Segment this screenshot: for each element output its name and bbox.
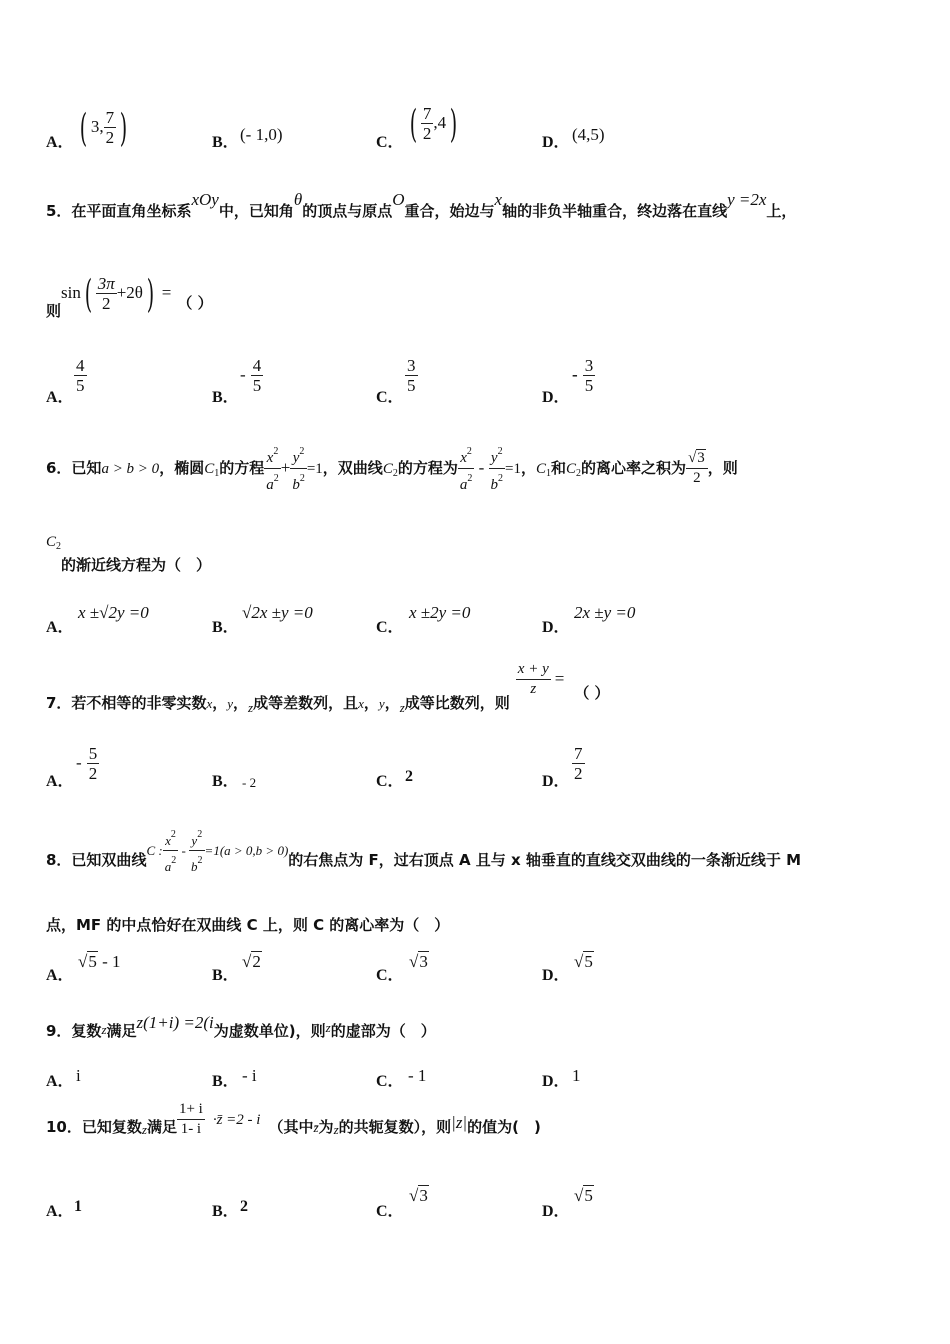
q6-option-c-value: x ±2y =0 xyxy=(409,603,471,622)
q6-option-d-value: 2x ±y =0 xyxy=(574,603,636,622)
q8-stem-line2: 点，MF 的中点恰好在双曲线 C 上，则 C 的离心率为（ ） xyxy=(46,916,450,934)
q8-option-c-value: √3 xyxy=(409,952,428,971)
q6-option-a-value: x ±√2y =0 xyxy=(78,603,149,622)
q7-option-c-label[interactable]: C． xyxy=(376,773,404,790)
q7-option-d-value: $\frac{7}{2}$ xyxy=(574,744,583,783)
q7-option-c-value: 2 xyxy=(405,768,413,785)
q8-option-d-value: √5 xyxy=(574,952,593,971)
q8-option-b-label[interactable]: B． xyxy=(212,967,239,984)
q10-option-d-label[interactable]: D． xyxy=(542,1203,570,1220)
q7-option-b-label[interactable]: B． xyxy=(212,773,239,790)
q10-option-c-value: √3 xyxy=(409,1186,428,1205)
q9-option-b-label[interactable]: B． xyxy=(212,1073,239,1090)
q4-option-a-label[interactable]: A． xyxy=(46,134,74,151)
q5-option-b-value: - $\frac{4}{5}$ xyxy=(240,356,262,395)
q4-option-c-value: ( $\frac{7}{2}$ ,4) xyxy=(409,101,458,146)
q7-option-a-label[interactable]: A． xyxy=(46,773,74,790)
q9-option-c-label[interactable]: C． xyxy=(376,1073,404,1090)
q10-option-b-label[interactable]: B． xyxy=(212,1203,239,1220)
q6-option-c-label[interactable]: C． xyxy=(376,619,404,636)
q5-option-c-label[interactable]: C． xyxy=(376,389,404,406)
q6-option-b-label[interactable]: B． xyxy=(212,619,239,636)
q5-option-b-label[interactable]: B． xyxy=(212,389,239,406)
q4-option-b-label[interactable]: B． xyxy=(212,134,239,151)
q4-option-d-label[interactable]: D． xyxy=(542,134,570,151)
q8-option-c-label[interactable]: C． xyxy=(376,967,404,984)
q8-stem-line1: 8．已知双曲线C : $\frac{x^2}{a^2}$ - $\frac{y^2}{b^2}$ =1(a > 0,b > 0)的右焦点为 F，过右顶点 A 且与 x 轴垂直的直线交双曲线的一条渐近线于 M xyxy=(46,825,801,876)
q9-option-b-value: - i xyxy=(242,1066,257,1085)
q5-option-a-value: $\frac{4}{5}$ xyxy=(76,356,85,395)
q9-option-d-label[interactable]: D． xyxy=(542,1073,570,1090)
q4-option-d-value: (4,5) xyxy=(572,125,605,144)
q10-option-a-label[interactable]: A． xyxy=(46,1203,74,1220)
q6-option-d-label[interactable]: D． xyxy=(542,619,570,636)
q7-stem: 7．若不相等的非零实数$_x$，$_y$，$_z$成等差数列，且$_x$，$_y$，$_z$成等比数列，则 $\frac{x + y}{z}$ =（ ） xyxy=(46,661,610,715)
q5-option-d-value: - $\frac{3}{5}$ xyxy=(572,356,594,395)
q7-option-b-value: - 2 xyxy=(242,775,257,790)
q8-option-b-value: √2 xyxy=(242,952,261,971)
q5-stem-line1: 5．在平面直角坐标系xOy中，已知角θ的顶点与原点O重合，始边与x轴的非负半轴重合，终边落在直线y =2x上， xyxy=(46,190,797,220)
q5-option-d-label[interactable]: D． xyxy=(542,389,570,406)
q7-option-d-label[interactable]: D． xyxy=(542,773,570,790)
q5-option-a-label[interactable]: A． xyxy=(46,389,74,406)
q7-option-a-value: - $\frac{5}{2}$ xyxy=(76,744,98,783)
q6-option-a-label[interactable]: A． xyxy=(46,619,74,636)
q4-option-c-label[interactable]: C． xyxy=(376,134,404,151)
q9-option-c-value: - 1 xyxy=(408,1066,427,1085)
q10-stem: 10．已知复数$_z$满足 $\frac{1+ i}{1- i}$ ·z̄ =2 - i （其中$_{z̄}$为$_z$的共轭复数），则|z|的值为( ) xyxy=(46,1101,541,1137)
q10-option-c-label[interactable]: C． xyxy=(376,1203,404,1220)
q8-option-a-label[interactable]: A． xyxy=(46,967,74,984)
q8-option-a-value: √5 - 1 xyxy=(78,952,121,971)
q5-stem-line2: 则sin( $\frac{3\pi}{2}$ +2θ) =（ ） xyxy=(46,271,213,320)
q9-option-a-label[interactable]: A． xyxy=(46,1073,74,1090)
q8-option-d-label[interactable]: D． xyxy=(542,967,570,984)
q10-option-a-value: 1 xyxy=(74,1198,82,1215)
q6-stem-line1: 6．已知a > b > 0，椭圆$C_1$的方程 $\frac{x^2}{a^2}$ + $\frac{y^2}{b^2}$ =1，双曲线$C_2$的方程为 $\frac{x^2}{a^2}$ - $\frac{y^2}{b^2}$ =1，$C_1$和$C_2$的离心率之积为 $\frac{√3}{2}$ ，则 xyxy=(46,442,738,495)
q10-option-b-value: 2 xyxy=(240,1198,248,1215)
q6-stem-line2: $C_2$的渐近线方程为（ ） xyxy=(46,534,212,574)
q4-option-b-value: (- 1,0) xyxy=(240,125,283,144)
q9-stem: 9．复数$_z$满足z(1+i) =2(i为虚数单位)，则$_z$的虚部为（ ） xyxy=(46,1013,436,1040)
q5-option-c-value: $\frac{3}{5}$ xyxy=(407,356,416,395)
q6-option-b-value: √2x ±y =0 xyxy=(242,603,313,622)
q9-option-a-value: i xyxy=(76,1066,81,1085)
q4-option-a-value: ( 3, $\frac{7}{2}$ ) xyxy=(79,105,128,150)
q10-option-d-value: √5 xyxy=(574,1186,593,1205)
q9-option-d-value: 1 xyxy=(572,1066,581,1085)
